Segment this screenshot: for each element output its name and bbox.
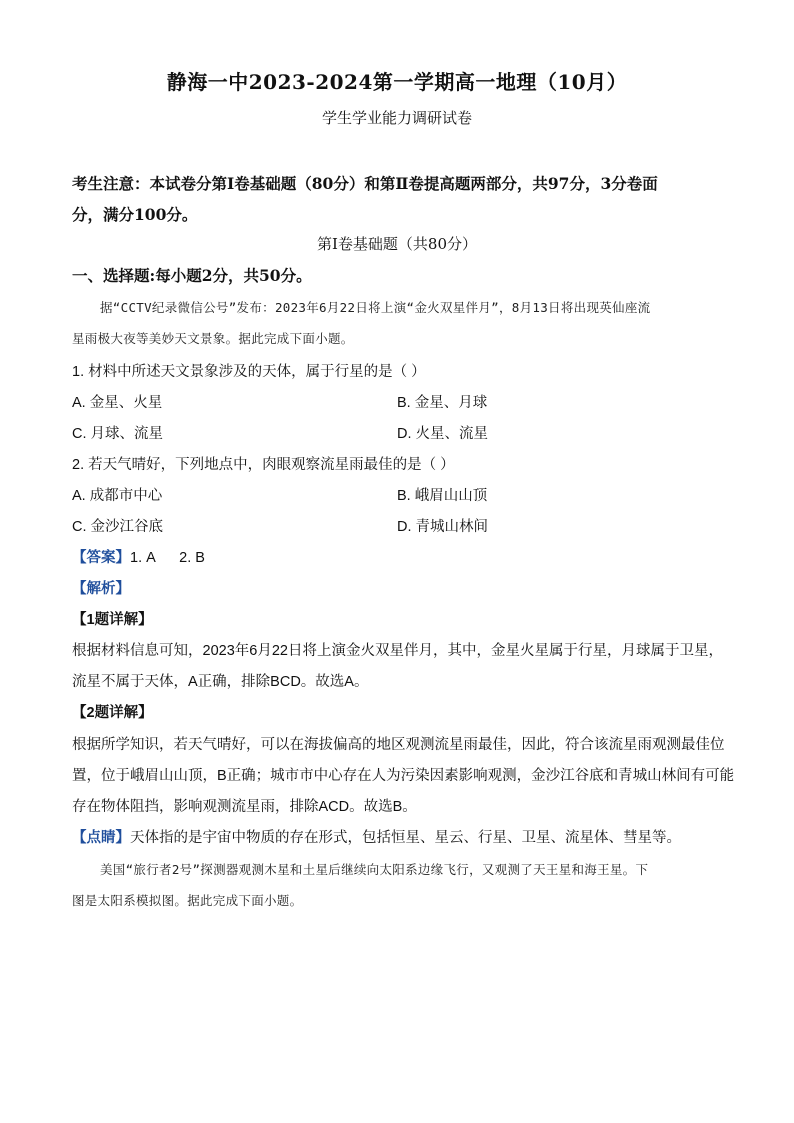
- question-1-option-c: C. 月球、流星: [72, 426, 164, 442]
- material-2-line-2: 图是太阳系模拟图。据此完成下面小题。: [72, 893, 303, 908]
- tip-text: 天体指的是宇宙中物质的存在形式，包括恒星、星云、行星、卫星、流星体、彗星等。: [130, 830, 681, 846]
- question-1-option-a: A. 金星、火星: [72, 395, 163, 411]
- analysis-q2-line-1: 根据所学知识，若天气晴好，可以在海拔偏高的地区观测流星雨最佳，因此，符合该流星雨观测最佳位: [72, 737, 725, 753]
- question-2-option-a: A. 成都市中心: [72, 488, 163, 504]
- question-2-stem: 2. 若天气晴好，下列地点中，肉眼观察流星雨最佳的是（ ）: [72, 457, 455, 473]
- question-1-stem: 1. 材料中所述天文景象涉及的天体，属于行星的是（ ）: [72, 364, 426, 380]
- analysis-q2-tag: 【2题详解】: [72, 705, 153, 721]
- material-1-line-1: 据“CCTV纪录微信公号”发布：2023年6月22日将上演“金火双星伴月”，8月13日将出现英仙座流: [100, 300, 651, 315]
- tip-row: [72, 826, 681, 847]
- section-heading: 一、选择题:每小题2分，共50分。: [72, 266, 312, 285]
- question-2-option-c: C. 金沙江谷底: [72, 519, 164, 535]
- analysis-q1-tag: 【1题详解】: [72, 612, 153, 628]
- question-1-option-d: D. 火星、流星: [397, 426, 489, 442]
- page-subtitle: 学生学业能力调研试卷: [321, 109, 472, 127]
- analysis-q1-line-2: 流星不属于天体，A正确，排除BCD。故选A。: [72, 674, 369, 690]
- question-2-option-d: D. 青城山林间: [397, 519, 489, 535]
- section-title: 第Ⅰ卷基础题（共80分）: [316, 235, 477, 253]
- analysis-q1-line-1: 根据材料信息可知，2023年6月22日将上演金火双星伴月，其中，金星火星属于行星，月球属于卫星，: [72, 643, 723, 659]
- notice-line-1: 考生注意：本试卷分第Ⅰ卷基础题（80分）和第Ⅱ卷提高题两部分，共97分，3分卷面: [72, 174, 658, 193]
- tip-tag: 【点睛】: [72, 830, 130, 846]
- page-title: 静海一中2023-2024第一学期高一地理（10月）: [166, 70, 628, 94]
- analysis-q2-line-3: 存在物体阻挡，影响观测流星雨，排除ACD。故选B。: [72, 799, 417, 815]
- question-1-option-b: B. 金星、月球: [397, 395, 488, 411]
- question-2-option-b: B. 峨眉山山顶: [397, 488, 488, 504]
- material-1-line-2: 星雨极大夜等美妙天文景象。据此完成下面小题。: [72, 331, 354, 346]
- answer-text: 1. A 2. B: [130, 550, 205, 566]
- answer-row: [72, 546, 205, 567]
- material-2-line-1: 美国“旅行者2号”探测器观测木星和土星后继续向太阳系边缘飞行，又观测了天王星和海王星。下: [100, 862, 649, 877]
- notice-line-2: 分，满分100分。: [72, 205, 198, 224]
- answer-tag: 【答案】: [72, 550, 130, 566]
- analysis-q2-line-2: 置，位于峨眉山山顶，B正确；城市市中心存在人为污染因素影响观测，金沙江谷底和青城山林间有可能: [72, 768, 735, 784]
- analysis-tag: 【解析】: [72, 581, 130, 597]
